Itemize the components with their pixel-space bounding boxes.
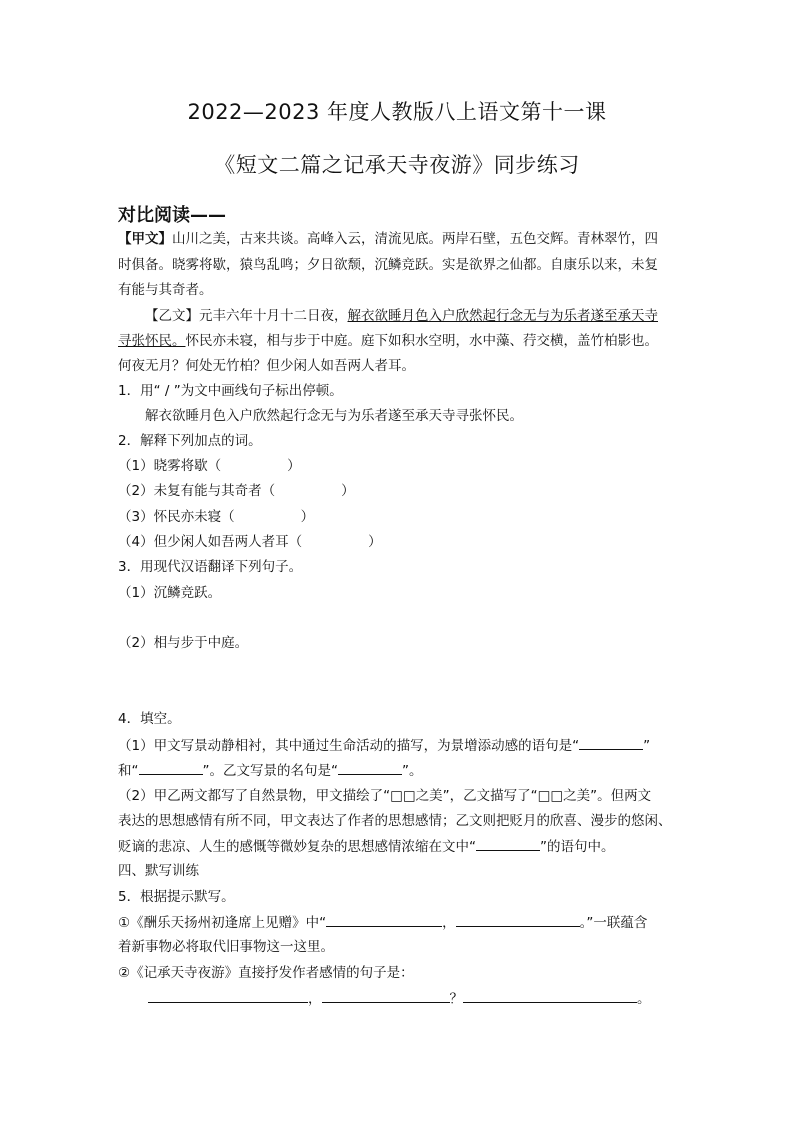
yi-line-2: 寻张怀民。怀民亦未寝，相与步于中庭。庭下如积水空明，水中藻、荇交横，盖竹柏影也。 (118, 333, 658, 349)
answer-blank[interactable] (456, 913, 580, 927)
jia-label: 【甲文】 (118, 231, 172, 247)
q5-item-1-line-1: ①《酬乐天扬州初逢席上见赠》中“ ， 。”一联蕴含 (118, 915, 648, 931)
answer-blank[interactable] (463, 989, 637, 1003)
q2-stem: 2．解释下列加点的词。 (118, 433, 262, 449)
q5-stem: 5．根据提示默写。 (118, 889, 235, 905)
q3-item-2: （2）相与步于中庭。 (118, 635, 249, 651)
section-4-heading: 四、默写训练 (118, 863, 199, 879)
q3-item-1: （1）沉鳞竞跃。 (118, 585, 222, 601)
answer-blank[interactable] (148, 989, 308, 1003)
yi-label: 【乙文】 (145, 308, 199, 324)
yi-line-1: 【乙文】元丰六年十月十二日夜，解衣欲睡月色入户欣然起行念无与为乐者遂至承天寺 (145, 308, 658, 324)
q2-item-3: （3）怀民亦未寝（ ） (118, 509, 315, 525)
q1-sentence: 解衣欲睡月色入户欣然起行念无与为乐者遂至承天寺寻张怀民。 (145, 408, 523, 424)
q5-item-2-line-2: ， ？ 。 (148, 989, 708, 1008)
answer-blank[interactable] (326, 913, 442, 927)
q2-item-2: （2）未复有能与其奇者（ ） (118, 483, 355, 499)
q2-item-1: （1）晓雾将歇（ ） (118, 458, 301, 474)
q5-item-2-line-1: ②《记承天寺夜游》直接抒发作者感情的句子是： (118, 965, 414, 981)
yi-line-3: 何夜无月？何处无竹柏？但少闲人如吾两人者耳。 (118, 358, 415, 374)
q4-p1-line-1: （1）甲文写景动静相衬，其中通过生命活动的描写，为景增添动感的语句是“ ” (118, 738, 651, 754)
q3-stem: 3．用现代汉语翻译下列句子。 (118, 559, 303, 575)
answer-blank[interactable] (139, 761, 203, 775)
q5-item-1-line-2: 着新事物必将取代旧事物这一这里。 (118, 939, 334, 955)
section-heading: 对比阅读—— (118, 205, 226, 226)
q4-stem: 4．填空。 (118, 711, 181, 727)
answer-blank[interactable] (476, 837, 540, 851)
jia-line-1: 【甲文】山川之美，古来共谈。高峰入云，清流见底。两岸石壁，五色交辉。青林翠竹，四 (118, 231, 658, 247)
underlined-sentence: 解衣欲睡月色入户欣然起行念无与为乐者遂至承天寺 (347, 308, 658, 324)
q1-stem: 1．用“ / ”为文中画线句子标出停顿。 (118, 383, 343, 399)
jia-line-2: 时俱备。晓雾将歇，猿鸟乱鸣；夕日欲颓，沉鳞竞跃。实是欲界之仙都。自康乐以来，未复 (118, 257, 658, 273)
q4-p1-line-2: 和“ ”。乙文写景的名句是“ ”。 (118, 763, 423, 779)
q4-p2-line-3: 贬谪的悲凉、人生的感慨等微妙复杂的思想感情浓缩在文中“ ”的语句中。 (118, 839, 615, 855)
title-line-1: 2022—2023 年度人教版八上语文第十一课 (187, 100, 607, 124)
q2-item-4: （4）但少闲人如吾两人者耳（ ） (118, 534, 382, 550)
jia-line-3: 有能与其奇者。 (118, 282, 213, 298)
q4-p2-line-2: 表达的思想感情有所不同，甲文表达了作者的思想感情；乙文则把贬月的欣喜、漫步的悠闲、 (118, 813, 672, 829)
answer-blank[interactable] (579, 736, 643, 750)
q4-p2-line-1: （2）甲乙两文都写了自然景物，甲文描绘了“□□之美”，乙文描写了“□□之美”。但两文 (118, 788, 652, 804)
answer-blank[interactable] (338, 761, 402, 775)
answer-blank[interactable] (322, 989, 450, 1003)
title-line-2: 《短文二篇之记承天寺夜游》同步练习 (214, 153, 580, 177)
